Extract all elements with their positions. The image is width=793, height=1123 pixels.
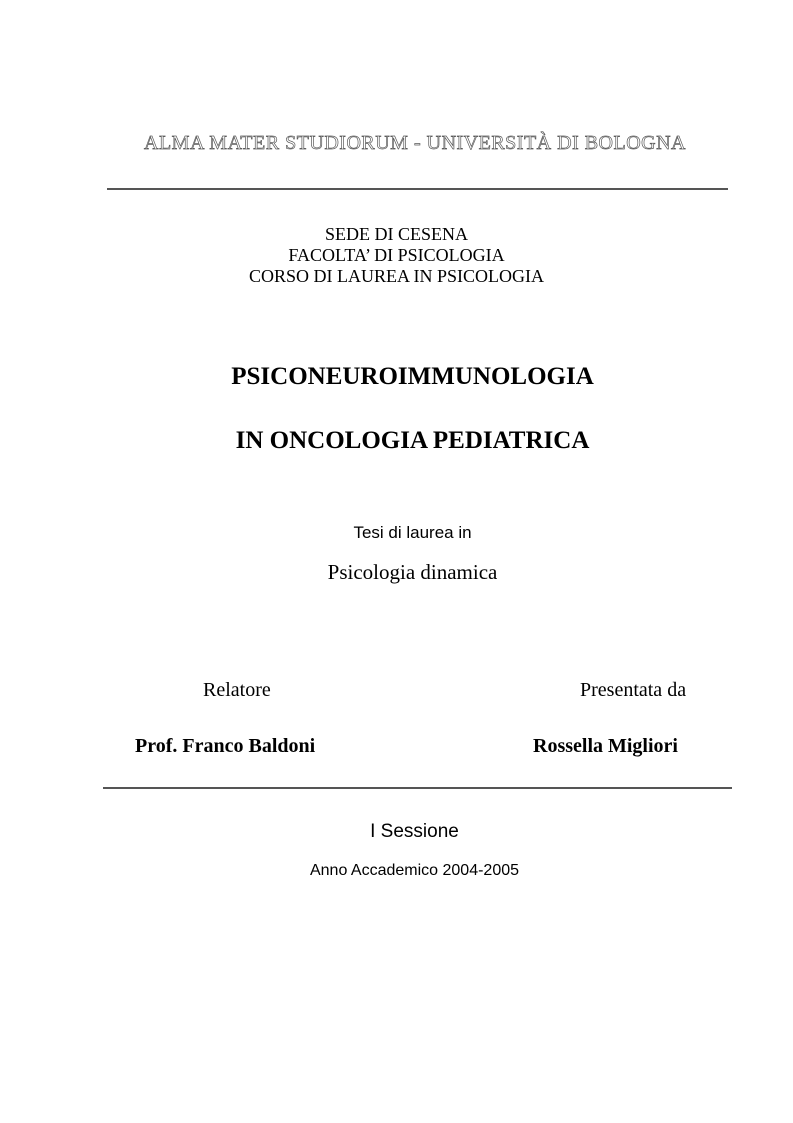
session-label: I Sessione	[370, 821, 459, 842]
thesis-title-line-1: PSICONEUROIMMUNOLOGIA	[231, 363, 594, 390]
degree-course-line: CORSO DI LAUREA IN PSICOLOGIA	[248, 266, 544, 286]
top-divider	[107, 188, 728, 190]
institution-block	[0, 224, 793, 287]
author-name: Rossella Migliori	[533, 735, 678, 757]
university-header: ALMA MATER STUDIORUM - UNIVERSITÀ DI BOLOGNA	[144, 132, 686, 154]
sede-line: SEDE DI CESENA	[325, 224, 468, 244]
thesis-subject: Psicologia dinamica	[327, 560, 498, 584]
relatore-label: Relatore	[203, 679, 271, 701]
thesis-title-line-2: IN ONCOLOGIA PEDIATRICA	[235, 427, 590, 454]
thesis-label: Tesi di laurea in	[353, 523, 472, 542]
academic-year: Anno Accademico 2004-2005	[309, 862, 520, 879]
presentata-label: Presentata da	[580, 679, 687, 701]
faculty-line: FACOLTA’ DI PSICOLOGIA	[288, 245, 505, 265]
relatore-name: Prof. Franco Baldoni	[135, 735, 316, 757]
bottom-divider	[103, 787, 732, 789]
